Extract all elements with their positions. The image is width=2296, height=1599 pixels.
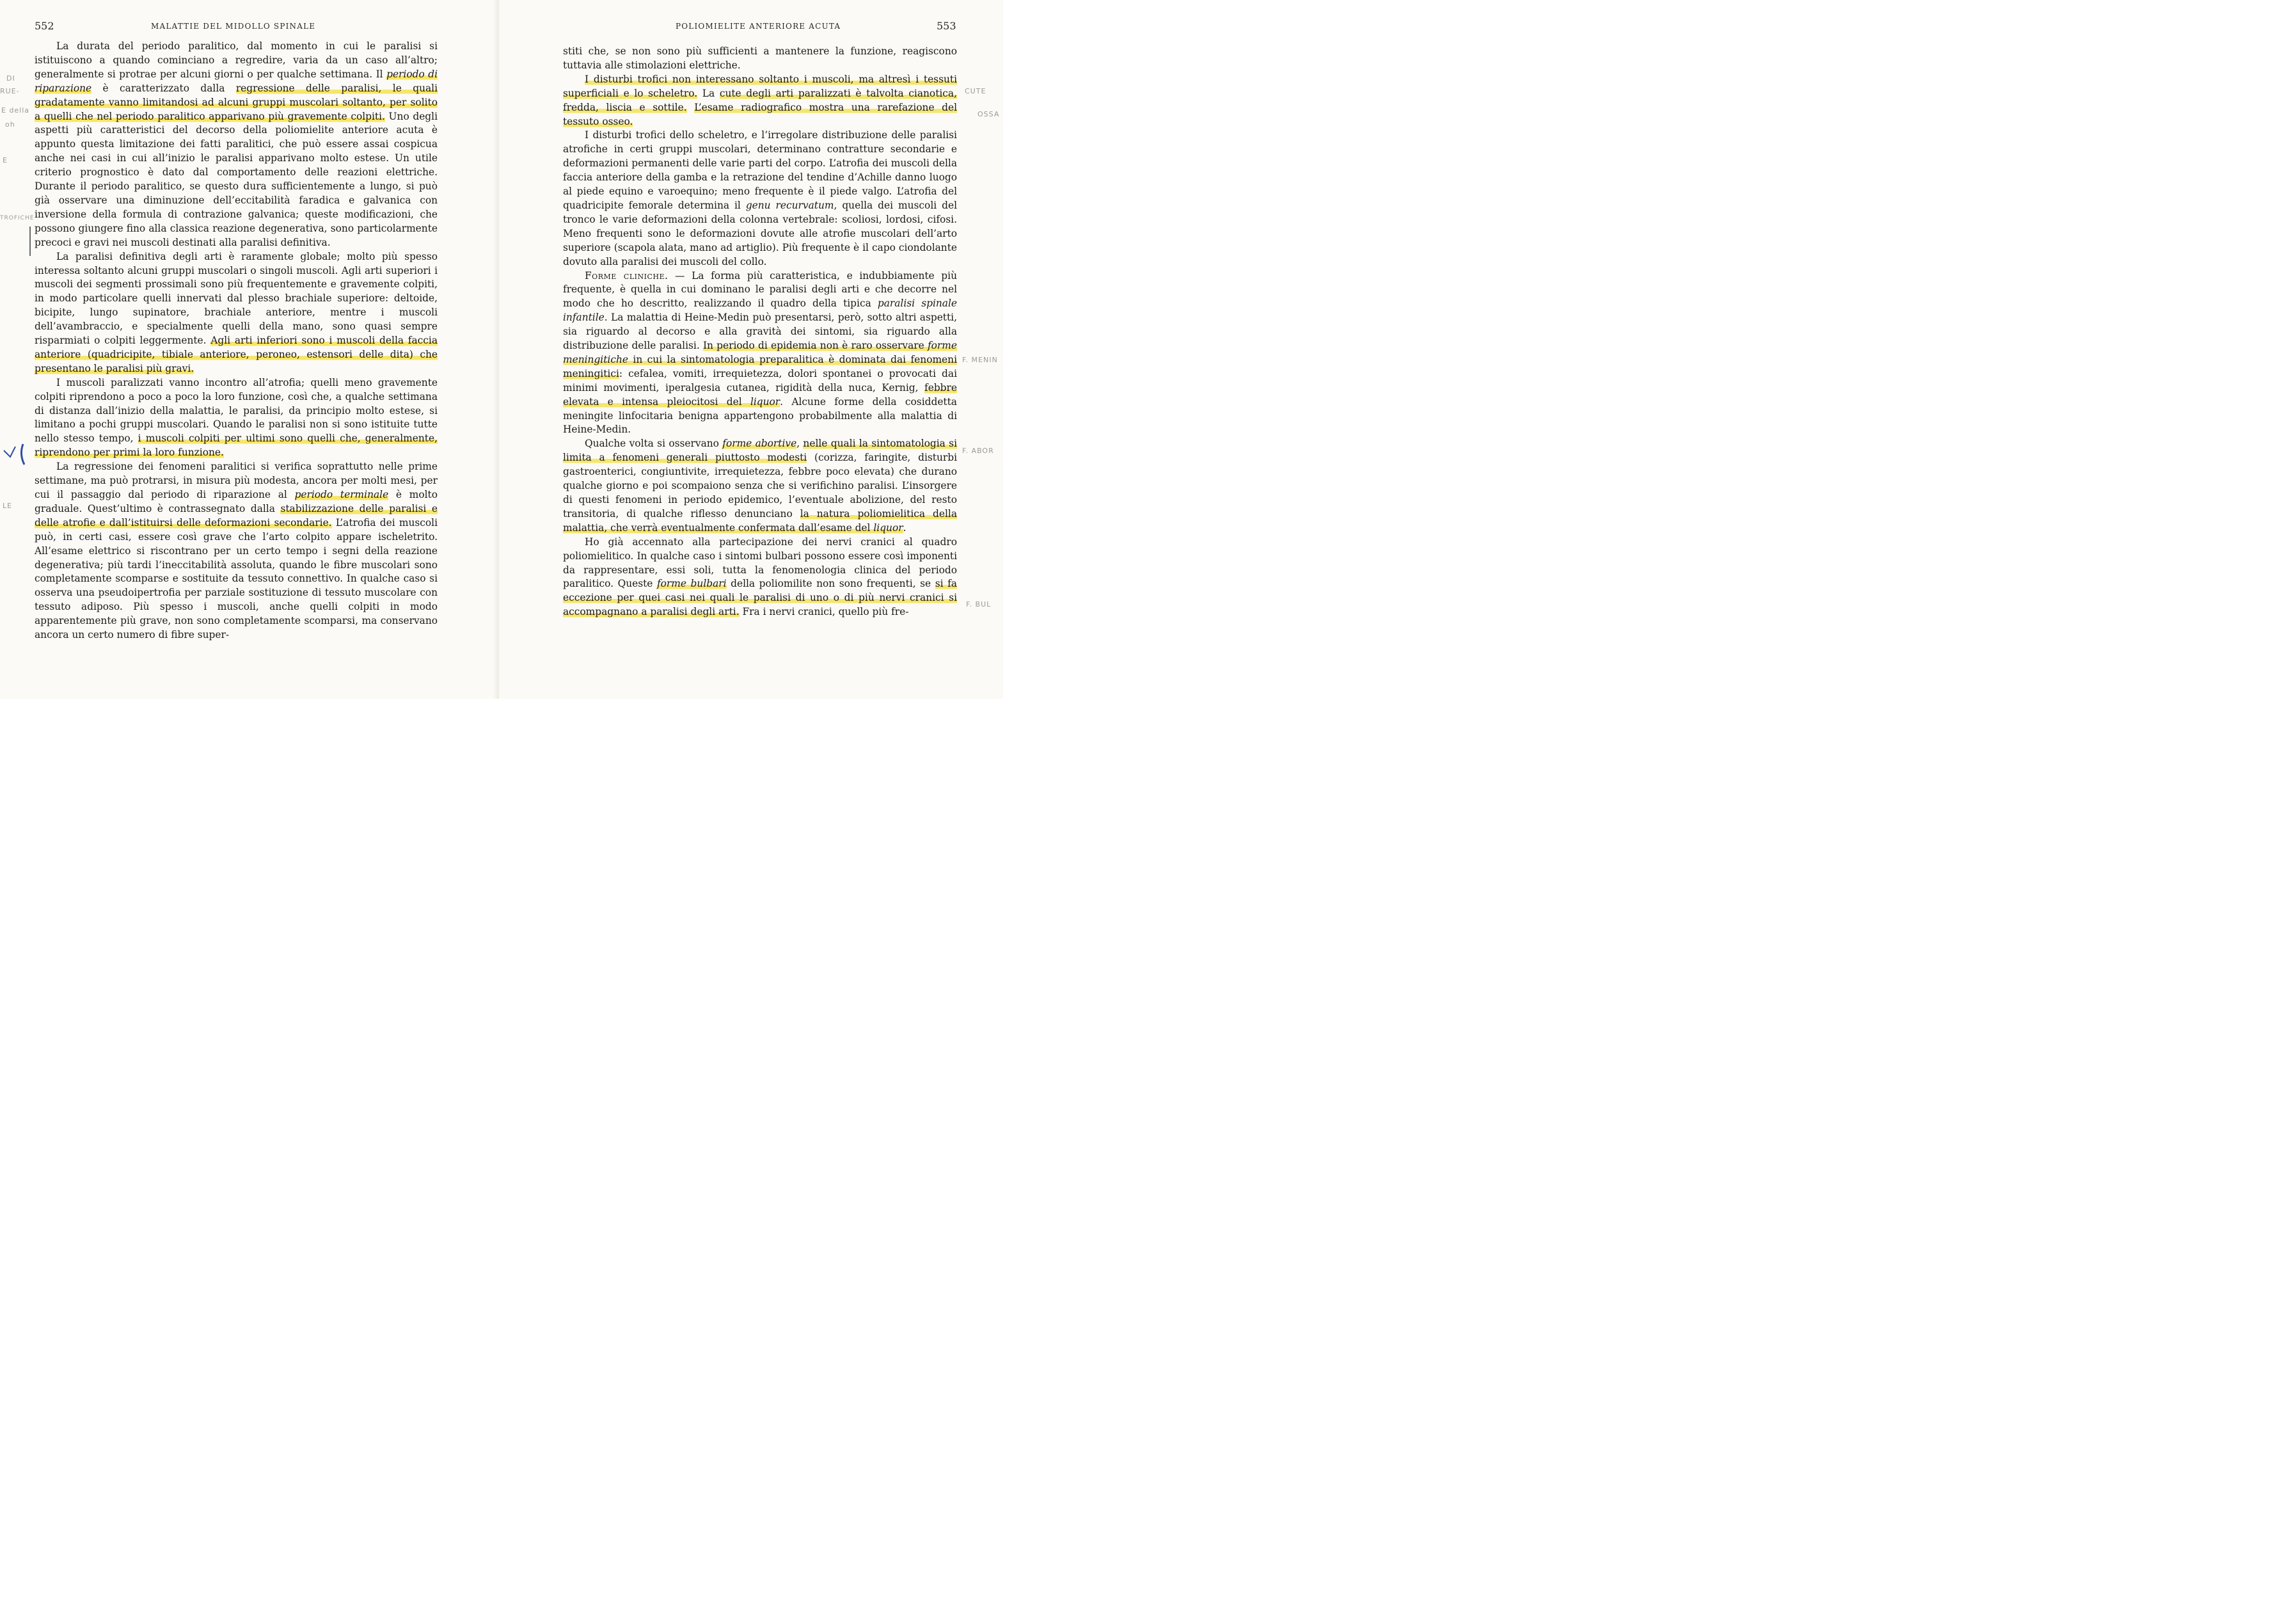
highlighted-text: si fa eccezione per quei casi nei quali le paralisi di uno o di più nervi cranici si accompagnano a paralisi degli arti.	[563, 578, 957, 618]
text-run: Fra i nervi cranici, quello più fre-	[739, 606, 909, 618]
margin-note: RUE-	[0, 87, 20, 95]
blue-pen-mark	[1, 442, 28, 467]
paragraph	[563, 73, 957, 129]
margin-note: LE	[3, 502, 13, 510]
text-run: La regressione dei fenomeni paralitici si verifica soprattutto nelle prime settimane, ma può protrarsi, in misura più modesta, ancora per molti mesi, per cui il passaggio dal periodo di riparazione al	[35, 461, 438, 500]
paragraph	[35, 376, 438, 460]
section-heading: Forme cliniche.	[585, 269, 669, 282]
highlighted-text: liquor	[873, 521, 903, 534]
text-run: è caratterizzato dalla	[91, 82, 236, 94]
text-run: ,	[796, 438, 804, 450]
text-run: (corizza, faringite, disturbi gastroenterici, congiuntivite, irrequietezza, febbre poco elevata) che durano qualche giorno e poi scompaiono senza che si verifichino paralisi. L’insorgere di questi fenomeni in periodo epidemico, l’eventuale abolizione, del resto transitoria, di qualche riflesso denunciano	[563, 452, 958, 520]
highlighted-text: forme meningitiche	[563, 340, 957, 365]
highlighted-text: L’esame radiografico mostra una rarefazione del tessuto osseo.	[563, 101, 958, 127]
margin-note: F. ABOR	[962, 447, 994, 455]
highlighted-text: I disturbi trofici non interessano soltanto i muscoli, ma altresì i tessuti superficiali e lo scheletro.	[563, 73, 957, 99]
right-page-number: 553	[937, 20, 956, 32]
text-run: I disturbi trofici dello scheletro, e l’irregolare distribuzione delle paralisi atrofiche in certi gruppi muscolari, determinano contratture secondarie e deformazioni permanenti delle varie parti del corpo. L’atrofia dei muscoli della faccia anteriore della gamba e la retrazione del tendine d’Achille danno luogo al piede equino e varoequino; meno frequente è il piede valgo. L’atrofia del quadricipite femorale determina il	[563, 129, 957, 211]
text-run: . Alcune forme della cosiddetta meningite linfocitaria benigna appartengono probabilmente alla malattia di Heine-Medin.	[563, 395, 957, 436]
paragraph	[563, 45, 957, 73]
paragraph	[35, 250, 438, 376]
highlighted-text: In periodo di epidemia non è raro osservare	[702, 340, 928, 352]
text-run: — La forma più caratteristica, e indubbiamente più frequente, è quella in cui dominano le paralisi degli arti e che decorre nel modo che ho descritto, realizzando il quadro della tipica	[563, 269, 957, 310]
highlighted-text: in cui la sintomatologia preparalitica è dominata dai fenomeni meningitici	[563, 353, 957, 379]
highlighted-text: periodo di riparazione	[35, 68, 438, 94]
text-run: L’atrofia dei muscoli può, in certi casi, essere così grave che l’arto colpito appare ischeletrito. All’esame elettrico si riscontrano per un certo tempo i segni della reazione degenerativa; più tardi l’ineccitabilità assoluta, quando le fibre muscolari sono completamente scomparse e sostituite da tessuto connettivo. In qualche caso si osserva una pseudoipertrofia per parziale sostituzione di tessuto muscolare con tessuto adiposo. Più spesso i muscoli, anche quelli colpiti in modo apparentemente più grave, non sono completamente scomparsi, ma conservano ancora un certo numero di fibre super-	[35, 516, 438, 641]
text-run: La	[697, 87, 720, 99]
margin-note: F. MENIN	[962, 356, 998, 364]
text-run: La durata del periodo paralitico, dal momento in cui le paralisi si istituiscono a quando cominciano a regredire, varia da un caso all’altro; generalmente si protrae per alcuni giorni o per qualche settimana. Il	[35, 40, 438, 80]
paragraph	[563, 269, 957, 438]
left-page	[0, 0, 499, 699]
highlighted-text: la natura poliomielitica della malattia, che verrà eventualmente confermata dall’esame del	[563, 507, 957, 534]
text-run: Uno degli aspetti più caratteristici del decorso della poliomielite anteriore acuta è appunto questa limitazione dei fatti paralitici, che può essere assai cospicua anche nei casi in cui all’inizio le paralisi apparivano molto estese. Un utile criterio prognostico è dato dal comportamento delle reazioni elettriche. Durante il periodo paralitico, se questo dura sufficientemente a lungo, si può già osservare una diminuzione dell’eccitabilità faradica e galvanica con inversione della formula di contrazione galvanica; queste modificazioni, che possono giungere fino alla classica reazione degenerativa, sono particolarmente precoci e gravi nei muscoli destinati alla paralisi definitiva.	[35, 110, 438, 248]
paragraph	[35, 40, 438, 250]
left-running-head: MALATTIE DEL MIDOLLO SPINALE	[151, 22, 316, 31]
margin-note: CUTE	[965, 87, 986, 95]
highlighted-text: cute degli arti paralizzati è talvolta cianotica, fredda, liscia e sottile.	[563, 87, 957, 113]
text-run: La paralisi definitiva degli arti è raramente globale; molto più spesso interessa soltanto alcuni gruppi muscolari o singoli muscoli. Agli arti superiori i muscoli dei segmenti prossimali sono più frequentemente e gravemente colpiti, in modo particolare quelli innervati dal plesso brachiale superiore: deltoide, bicipite, lungo supinatore, brachiale anteriore, mentre i muscoli dell’avambraccio, e specialmente quelli della mano, sono quasi sempre risparmiati o colpiti leggermente.	[35, 250, 438, 347]
margin-note: E	[3, 156, 8, 164]
text-run: Qualche volta si osservano	[585, 438, 723, 450]
margin-note: DI	[6, 74, 15, 83]
text-run	[687, 102, 695, 113]
margin-note: oh	[5, 120, 15, 129]
text-run: .	[903, 521, 907, 534]
right-body-text	[563, 45, 957, 619]
right-running-head: POLIOMIELITE ANTERIORE ACUTA	[676, 22, 841, 31]
highlighted-text: regressione delle paralisi, le quali gradatamente vanno limitandosi ad alcuni gruppi muscolari soltanto, per solito a quelli che nel periodo paralitico apparivano più gravemente colpiti.	[35, 82, 438, 122]
text-run: paralisi spinale infantile	[563, 298, 957, 324]
text-run: . La malattia di Heine-Medin può presentarsi, però, sotto altri aspetti, sia riguardo al decorso e alla gravità dei sintomi, sia riguardo alla distribuzione delle paralisi.	[563, 312, 957, 352]
highlighted-text: nelle quali la sintomatologia si limita a fenomeni generali piuttosto modesti	[563, 438, 957, 464]
paragraph	[563, 536, 957, 619]
right-page	[499, 0, 1003, 699]
text-run: , quella dei muscoli del tronco le varie deformazioni della colonna vertebrale: scoliosi, lordosi, cifosi. Meno frequenti sono le deformazioni dovute alle atrofie muscolari dell’arto superiore (scapola alata, mano ad artiglio). Più frequente è il capo ciondolante dovuto alla paralisi dei muscoli del collo.	[563, 199, 958, 267]
highlighted-text: i muscoli colpiti per ultimi sono quelli che, generalmente, riprendono per primi la loro funzione.	[35, 433, 438, 459]
margin-bracket-mark	[29, 227, 31, 256]
paragraph	[563, 437, 957, 535]
text-run: genu recurvatum	[745, 199, 834, 211]
highlighted-text: forme bulbari	[656, 578, 727, 590]
margin-note: F. BUL	[966, 600, 992, 609]
text-run: I muscoli paralizzati vanno incontro all’atrofia; quelli meno gravemente colpiti riprendono a poco a poco la loro funzione, così che, a qualche settimana di distanza dall’inizio della malattia, le paralisi, da principio molto estese, si limitano a pochi gruppi muscolari. Quando le paralisi non si sono istituite tutte nello stesso tempo,	[35, 376, 438, 445]
text-run: : cefalea, vomiti, irrequietezza, dolori spontanei o provocati dai minimi movimenti, iperalgesia cutanea, rigidità della nuca, Kernig,	[563, 367, 957, 394]
book-spread	[0, 0, 1003, 699]
paragraph	[35, 460, 438, 642]
highlighted-text: forme abortive	[722, 438, 797, 450]
left-body-text	[35, 40, 438, 642]
text-run: Ho già accennato alla partecipazione dei nervi cranici al quadro poliomielitico. In qualche caso i sintomi bulbari possono essere così imponenti da rappresentare, essi soli, tutta la fenomenologia clinica del periodo paralitico. Queste	[563, 536, 957, 590]
margin-note: OSSA	[978, 110, 1000, 118]
highlighted-text: periodo terminale	[294, 489, 389, 500]
text-run: stiti che, se non sono più sufficienti a mantenere la funzione, reagiscono tuttavia alle stimolazioni elettriche.	[563, 45, 957, 71]
highlighted-text: liquor	[750, 395, 780, 408]
paragraph	[563, 129, 957, 269]
left-page-number: 552	[35, 20, 54, 32]
highlighted-text: stabilizzazione delle paralisi e delle atrofie e dall’istituirsi delle deformazioni secondarie.	[35, 502, 438, 529]
margin-note: E della	[1, 106, 30, 115]
margin-note: TROFICHE	[0, 215, 35, 221]
text-run: è molto graduale. Quest’ultimo è contrassegnato dalla	[35, 489, 438, 514]
highlighted-text: febbre elevata e intensa pleiocitosi del	[563, 381, 957, 408]
text-run: della poliomilite non sono frequenti, se	[726, 578, 935, 590]
highlighted-text: Agli arti inferiori sono i muscoli della faccia anteriore (quadricipite, tibiale anteriore, peroneo, estensori delle dita) che presentano le paralisi più gravi.	[35, 335, 438, 374]
